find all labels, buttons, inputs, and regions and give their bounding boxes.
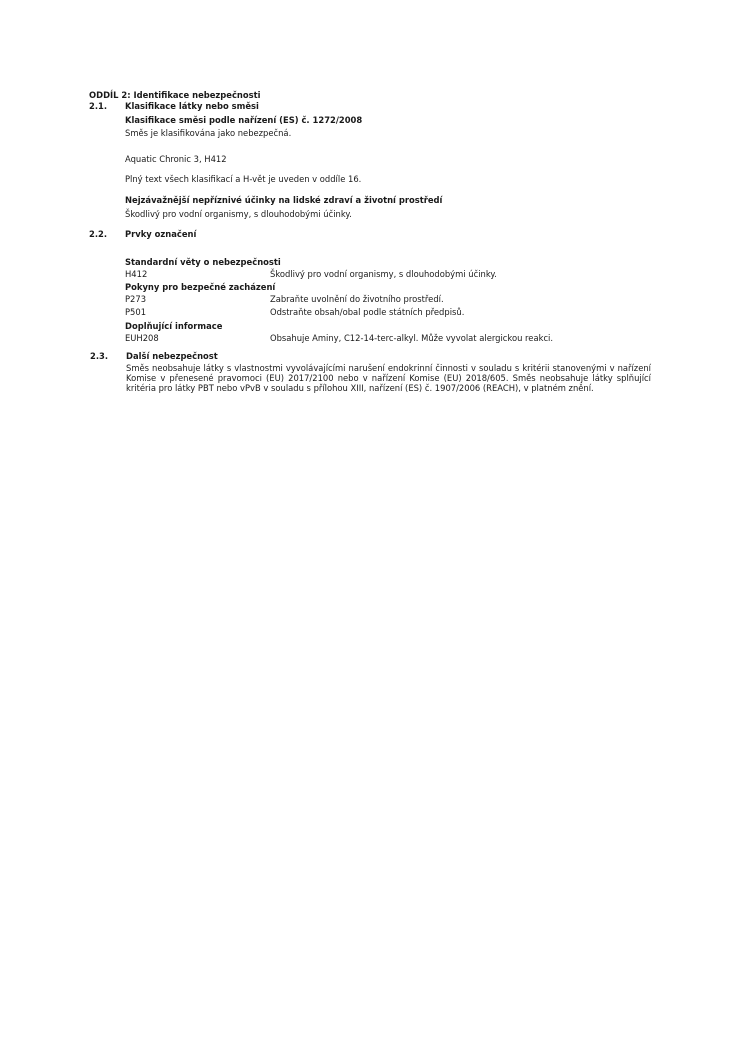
section-2-1-title: Klasifikace látky nebo směsi bbox=[125, 101, 259, 111]
section-2-3-number: 2.3. bbox=[90, 351, 109, 361]
supplemental-text: Obsahuje Aminy, C12-14-terc-alkyl. Může vyvolat alergickou reakci. bbox=[270, 333, 554, 343]
supplemental-info-title: Doplňující informace bbox=[125, 321, 223, 331]
effects-text: Škodlivý pro vodní organismy, s dlouhodobými účinky. bbox=[125, 209, 352, 219]
other-hazards-text: Směs neobsahuje látky s vlastnostmi vyvolávajícími narušení endokrinní činnosti v souladu s kritérii stanovenými v nařízení Komise v přenesené pravomoci (EU) 2017/2100 nebo v nařízení Komise (EU) 2018/605. Směs neobsahuje látky splňující kritéria pro látky PBT nebo vPvB v souladu s přílohou XIII, nařízení (ES) č. 1907/2006 (REACH), v platném znění. bbox=[126, 363, 651, 394]
precaution-code: P273 bbox=[125, 294, 147, 304]
hazard-code: H412 bbox=[125, 269, 148, 279]
classification-code: Aquatic Chronic 3, H412 bbox=[125, 154, 227, 164]
section-title: ODDÍL 2: Identifikace nebezpečnosti bbox=[89, 90, 261, 100]
precautionary-title: Pokyny pro bezpečné zacházení bbox=[125, 282, 276, 292]
classification-subtitle: Klasifikace směsi podle nařízení (ES) č. 1272/2008 bbox=[125, 115, 363, 125]
hazard-statements-title: Standardní věty o nebezpečnosti bbox=[125, 257, 281, 267]
section-2-2-number: 2.2. bbox=[89, 229, 108, 239]
classification-statement: Směs je klasifikována jako nebezpečná. bbox=[125, 128, 292, 138]
section-2-1-number: 2.1. bbox=[89, 101, 108, 111]
section-2-2-title: Prvky označení bbox=[125, 229, 197, 239]
section-2-3-title: Další nebezpečnost bbox=[126, 351, 218, 361]
effects-title: Nejzávažnější nepříznivé účinky na lidské zdraví a životní prostředí bbox=[125, 195, 443, 205]
precaution-code: P501 bbox=[125, 307, 147, 317]
classification-note: Plný text všech klasifikací a H-vět je uveden v oddíle 16. bbox=[125, 174, 362, 184]
precaution-text: Zabraňte uvolnění do životního prostředí. bbox=[270, 294, 444, 304]
precaution-text: Odstraňte obsah/obal podle státních předpisů. bbox=[270, 307, 465, 317]
hazard-text: Škodlivý pro vodní organismy, s dlouhodobými účinky. bbox=[270, 269, 497, 279]
supplemental-code: EUH208 bbox=[125, 333, 159, 343]
